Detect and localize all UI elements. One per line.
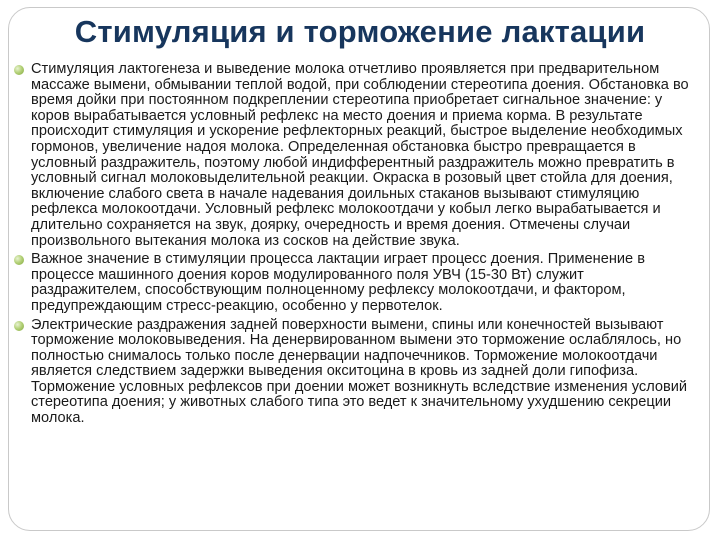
bullet-item-inhibition	[14, 318, 690, 427]
bullet-text: Важное значение в стимуляции процесса лактации играет процесс доения. Применение в процессе машинного доения коров модулированного поля УВЧ (15-30 Вт) служит раздражителем, способствующим полноценному рефлексу молокоотдачи, и фактором, предупреждающим стресс-реакцию, особенно у первотелок.	[31, 251, 645, 314]
bullet-item-stimulation	[14, 62, 690, 249]
green-round-bullet-icon	[14, 321, 24, 331]
slide-title: Стимуляция и торможение лактации	[74, 14, 646, 49]
green-round-bullet-icon	[14, 255, 24, 265]
bullet-item-milking	[14, 252, 690, 314]
green-round-bullet-icon	[14, 65, 24, 75]
bullet-text: Стимуляция лактогенеза и выведение молока отчетливо проявляется при предварительном массаже вымени, обмывании теплой водой, при соблюдении стереотипа доения. Обстановка во время дойки при постоянном подкреплении стереотипа приобретает сигнальное значение: у коров вырабатывается условный рефлекс на место доения и приема корма. В результате происходит стимуляция и ускорение рефлекторных реакций, быстрое выделение необходимых гормонов, увеличение надоя молока. Определенная обстановка быстро превращается в условный раздражитель, поэтому любой индифферентный раздражитель можно превратить в условный сигнал молоковыделительной реакции. Окраска в розовый цвет стойла для доения, включение слабого света в начале надевания доильных стаканов вызывают стимуляцию рефлекса молокоотдачи. Условный рефлекс молокоотдачи у кобыл легко вырабатывается и длительно сохраняется на звук, доярку, очередность и время доения. Отмечены случаи произвольного вытекания молока из сосков на действие звука.	[31, 61, 689, 249]
slide-content	[14, 62, 690, 430]
bullet-text: Электрические раздражения задней поверхности вымени, спины или конечностей вызывают торможение молоковыведения. На денервированном вымени это торможение ослаблялось, но полностью снималось только после денервации надпочечников. Торможение молокоотдачи является следствием задержки выведения окситоцина в кровь из задней доли гипофиза. Торможение условных рефлексов при доении может возникнуть вследствие изменения условий стереотипа доения; у животных слабого типа это ведет к значительному ухудшению секреции молока.	[31, 316, 688, 427]
